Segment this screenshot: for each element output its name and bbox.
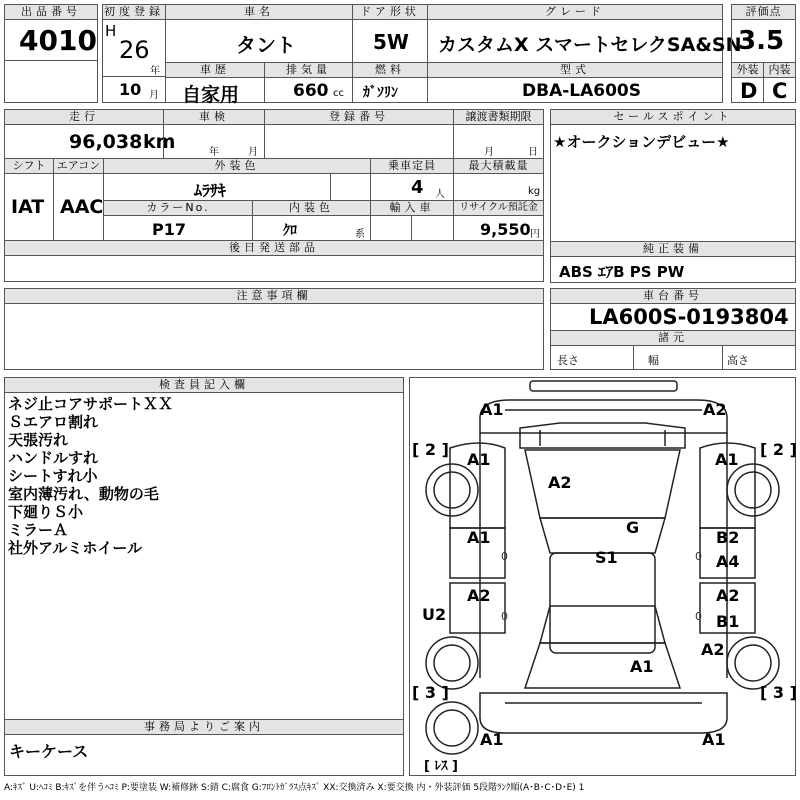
history: 自家用 bbox=[182, 84, 240, 106]
label-right-rear-door-1: A2 bbox=[716, 586, 740, 605]
label-front-left-corner: A1 bbox=[480, 400, 504, 419]
reg-month: 10 bbox=[119, 80, 142, 99]
inspector-line: 室内薄汚れ、動物の毛 bbox=[8, 485, 159, 503]
fuel-label: 燃料 bbox=[352, 62, 428, 78]
max-load-cell bbox=[453, 173, 544, 201]
label-right-front-door-2: A4 bbox=[716, 552, 740, 571]
inspector-cell bbox=[4, 392, 404, 720]
model: DBA-LA600S bbox=[522, 81, 641, 101]
recycle-fee: 9,550 bbox=[480, 220, 531, 239]
inspector-line: Ｓエアロ割れ bbox=[8, 413, 99, 431]
inspection-month-unit: 月 bbox=[248, 147, 258, 158]
length-cell bbox=[550, 345, 634, 370]
fuel-cell bbox=[352, 77, 428, 103]
max-load-label: 最大積載量 bbox=[453, 158, 544, 174]
sales-point-label: セールスポイント bbox=[550, 109, 796, 125]
first-reg-year-cell bbox=[102, 19, 166, 77]
first-reg-month-cell bbox=[102, 76, 166, 103]
label-roof: S1 bbox=[595, 548, 618, 567]
sales-point: ★オークションデビュー★ bbox=[553, 133, 730, 151]
score-cell bbox=[731, 19, 796, 63]
bracket-front-right: [ 2 ] bbox=[760, 440, 797, 459]
color-no-cell bbox=[103, 215, 253, 241]
exterior-label: 外装 bbox=[731, 62, 764, 78]
zero-mark: 0 bbox=[695, 550, 702, 563]
door-label: ドア形状 bbox=[352, 4, 428, 20]
shift: IAT bbox=[11, 196, 45, 218]
chassis-label: 車台番号 bbox=[550, 288, 796, 304]
width-label: 幅 bbox=[648, 354, 659, 367]
height-cell bbox=[722, 345, 796, 370]
int-color: ｸﾛ bbox=[283, 223, 297, 239]
height-label: 高さ bbox=[727, 354, 749, 367]
label-right-rear-door-2: B1 bbox=[716, 612, 740, 631]
label-left-front-door: A1 bbox=[467, 528, 491, 547]
bracket-front-left: [ 2 ] bbox=[412, 440, 449, 459]
displacement-label: 排気量 bbox=[264, 62, 353, 78]
label-rear-glass: A1 bbox=[630, 657, 654, 676]
registration-label: 登録番号 bbox=[264, 109, 454, 125]
int-color-label: 内装色 bbox=[252, 200, 371, 216]
label-rear-left-corner: A1 bbox=[480, 730, 504, 749]
aircon-cell bbox=[53, 173, 104, 241]
car-name-cell bbox=[165, 19, 353, 63]
inspector-list bbox=[8, 395, 173, 557]
history-cell bbox=[165, 77, 265, 106]
interior-cell bbox=[763, 77, 796, 103]
score-label: 評価点 bbox=[731, 4, 796, 20]
inspector-line: 社外アルミホイール bbox=[8, 539, 143, 557]
model-label: 型式 bbox=[427, 62, 723, 78]
chassis-cell bbox=[550, 303, 796, 331]
yen-unit: 円 bbox=[530, 229, 540, 240]
sales-point-cell bbox=[550, 124, 796, 257]
recycle-label: リサイクル預託金 bbox=[453, 200, 544, 216]
int-color-suffix: 系 bbox=[355, 229, 365, 240]
genuine-equip-label: 純正装備 bbox=[550, 241, 796, 257]
inspector-line: ミラーＡ bbox=[8, 521, 69, 539]
int-color-cell bbox=[252, 215, 371, 241]
label-right-front-door-1: B2 bbox=[716, 528, 740, 547]
year-unit: 年 bbox=[150, 66, 160, 77]
ext-color: ﾑﾗｻｷ bbox=[194, 181, 227, 200]
deadline-month-unit: 月 bbox=[484, 147, 494, 158]
chassis-number: LA600S-0193804 bbox=[589, 305, 789, 329]
import-cell-2 bbox=[411, 215, 454, 241]
first-reg-label: 初度登録 bbox=[104, 5, 164, 18]
zero-mark: 0 bbox=[501, 550, 508, 563]
grade-label: グレード bbox=[427, 4, 723, 20]
inspection-label: 車検 bbox=[163, 109, 265, 125]
inspection-cell bbox=[163, 124, 265, 159]
capacity-cell bbox=[370, 173, 454, 201]
inspection-year-unit: 年 bbox=[209, 147, 219, 158]
lot-blank bbox=[4, 60, 98, 103]
registration-cell bbox=[264, 124, 454, 159]
damage-diagram bbox=[409, 377, 796, 776]
spare-tire-label: [ ﾚｽ ] bbox=[424, 759, 458, 774]
lot-number: 4010 bbox=[19, 24, 97, 57]
displacement-cell bbox=[264, 77, 353, 103]
color-no: P17 bbox=[152, 220, 186, 239]
deadline-day-unit: 日 bbox=[528, 147, 538, 158]
lot-label: 出品番号 bbox=[4, 4, 98, 20]
later-parts-label: 後日発送部品 bbox=[4, 240, 544, 256]
car-name: タント bbox=[236, 33, 296, 57]
transfer-deadline-cell bbox=[453, 124, 544, 159]
mileage-label: 走行 bbox=[4, 109, 164, 125]
displacement: 660 bbox=[293, 81, 329, 101]
length-label: 長さ bbox=[557, 354, 579, 367]
inspector-line: 天張汚れ bbox=[8, 431, 69, 449]
score: 3.5 bbox=[738, 26, 785, 56]
interior-grade: C bbox=[772, 79, 788, 103]
ext-color-cell bbox=[103, 173, 331, 201]
label-right-front-tire: A1 bbox=[715, 450, 739, 469]
mileage: 96,038 bbox=[69, 131, 143, 153]
inspector-line: ネジ止コアサポートＸＸ bbox=[8, 395, 174, 413]
label-left-rear-door: A2 bbox=[467, 586, 491, 605]
fuel: ｶﾞｿﾘﾝ bbox=[363, 85, 398, 101]
label-hood: A2 bbox=[548, 473, 572, 492]
zero-mark: 0 bbox=[695, 610, 702, 623]
genuine-equip: ABS ｴｱB PS PW bbox=[559, 263, 685, 281]
exterior-grade: D bbox=[740, 79, 758, 103]
car-name-label: 車名 bbox=[165, 4, 353, 20]
office-cell bbox=[4, 734, 404, 776]
import-label: 輸入車 bbox=[370, 200, 454, 216]
label-left-rocker: U2 bbox=[422, 605, 447, 624]
month-unit: 月 bbox=[149, 90, 159, 101]
bracket-rear-left: [ 3 ] bbox=[412, 683, 449, 702]
shift-label: シフト bbox=[4, 158, 54, 174]
reg-year: 26 bbox=[119, 36, 150, 64]
width-cell bbox=[633, 345, 723, 370]
car-outline bbox=[410, 378, 795, 775]
label-front-right-corner: A2 bbox=[703, 400, 727, 419]
ext-color-label: 外装色 bbox=[103, 158, 371, 174]
notes-label: 注意事項欄 bbox=[4, 288, 544, 304]
legend: A:ｷｽﾞ U:ﾍｺﾐ B:ｷｽﾞを伴うﾍｺﾐ P:要塗装 W:補修跡 S:錆 C:腐食 G:ﾌﾛﾝﾄｶﾞﾗｽ点ｷｽﾞ XX:交換済み X:要交換 内・外装評価 5段階ﾗﾝｸ順(A･B･C･D･E) 1 bbox=[4, 783, 585, 793]
model-cell bbox=[427, 77, 723, 103]
transfer-deadline-label: 譲渡書類期限 bbox=[453, 109, 544, 125]
km-unit: km bbox=[143, 131, 176, 153]
lot-cell bbox=[4, 19, 98, 61]
shift-cell bbox=[4, 173, 54, 241]
mileage-cell bbox=[4, 124, 176, 159]
specs-label: 諸元 bbox=[550, 330, 796, 346]
exterior-cell bbox=[731, 77, 764, 103]
bracket-rear-right: [ 3 ] bbox=[760, 683, 797, 702]
aircon-label: エアコン bbox=[53, 158, 104, 174]
color-no-label: カラーNo. bbox=[103, 200, 253, 216]
genuine-equip-cell bbox=[550, 256, 796, 283]
zero-mark: 0 bbox=[501, 610, 508, 623]
office-note: キーケース bbox=[9, 742, 89, 761]
recycle-cell bbox=[453, 215, 544, 241]
notes-cell bbox=[4, 303, 544, 370]
capacity: 4 bbox=[411, 177, 424, 198]
aircon: AAC bbox=[60, 196, 104, 218]
office-label: 事務局よりご案内 bbox=[4, 719, 404, 735]
history-label: 車歴 bbox=[165, 62, 265, 78]
label-right-rear-quarter: A2 bbox=[701, 640, 725, 659]
label-left-front-tire: A1 bbox=[467, 450, 491, 469]
inspector-line: 下廻りＳ小 bbox=[8, 503, 84, 521]
capacity-label: 乗車定員 bbox=[370, 158, 454, 174]
capacity-unit: 人 bbox=[435, 189, 445, 200]
era: H bbox=[105, 22, 117, 40]
grade-cell bbox=[427, 19, 742, 63]
door-cell bbox=[352, 19, 428, 63]
later-parts-cell bbox=[4, 255, 544, 282]
import-cell-1 bbox=[370, 215, 412, 241]
ext-color-blank bbox=[330, 173, 371, 201]
inspector-label: 検査員記入欄 bbox=[4, 377, 404, 393]
grade: カスタムX スマートセレクSA&SN bbox=[438, 34, 742, 56]
inspector-line: ハンドルすれ bbox=[8, 449, 99, 467]
label-rear-right-corner: A1 bbox=[702, 730, 726, 749]
kg-unit: kg bbox=[528, 186, 541, 197]
door-type: 5W bbox=[373, 30, 409, 54]
cc-unit: cc bbox=[333, 88, 344, 99]
interior-label: 内装 bbox=[763, 62, 796, 78]
label-windshield: G bbox=[626, 518, 640, 537]
inspector-line: シートすれ小 bbox=[8, 467, 98, 485]
